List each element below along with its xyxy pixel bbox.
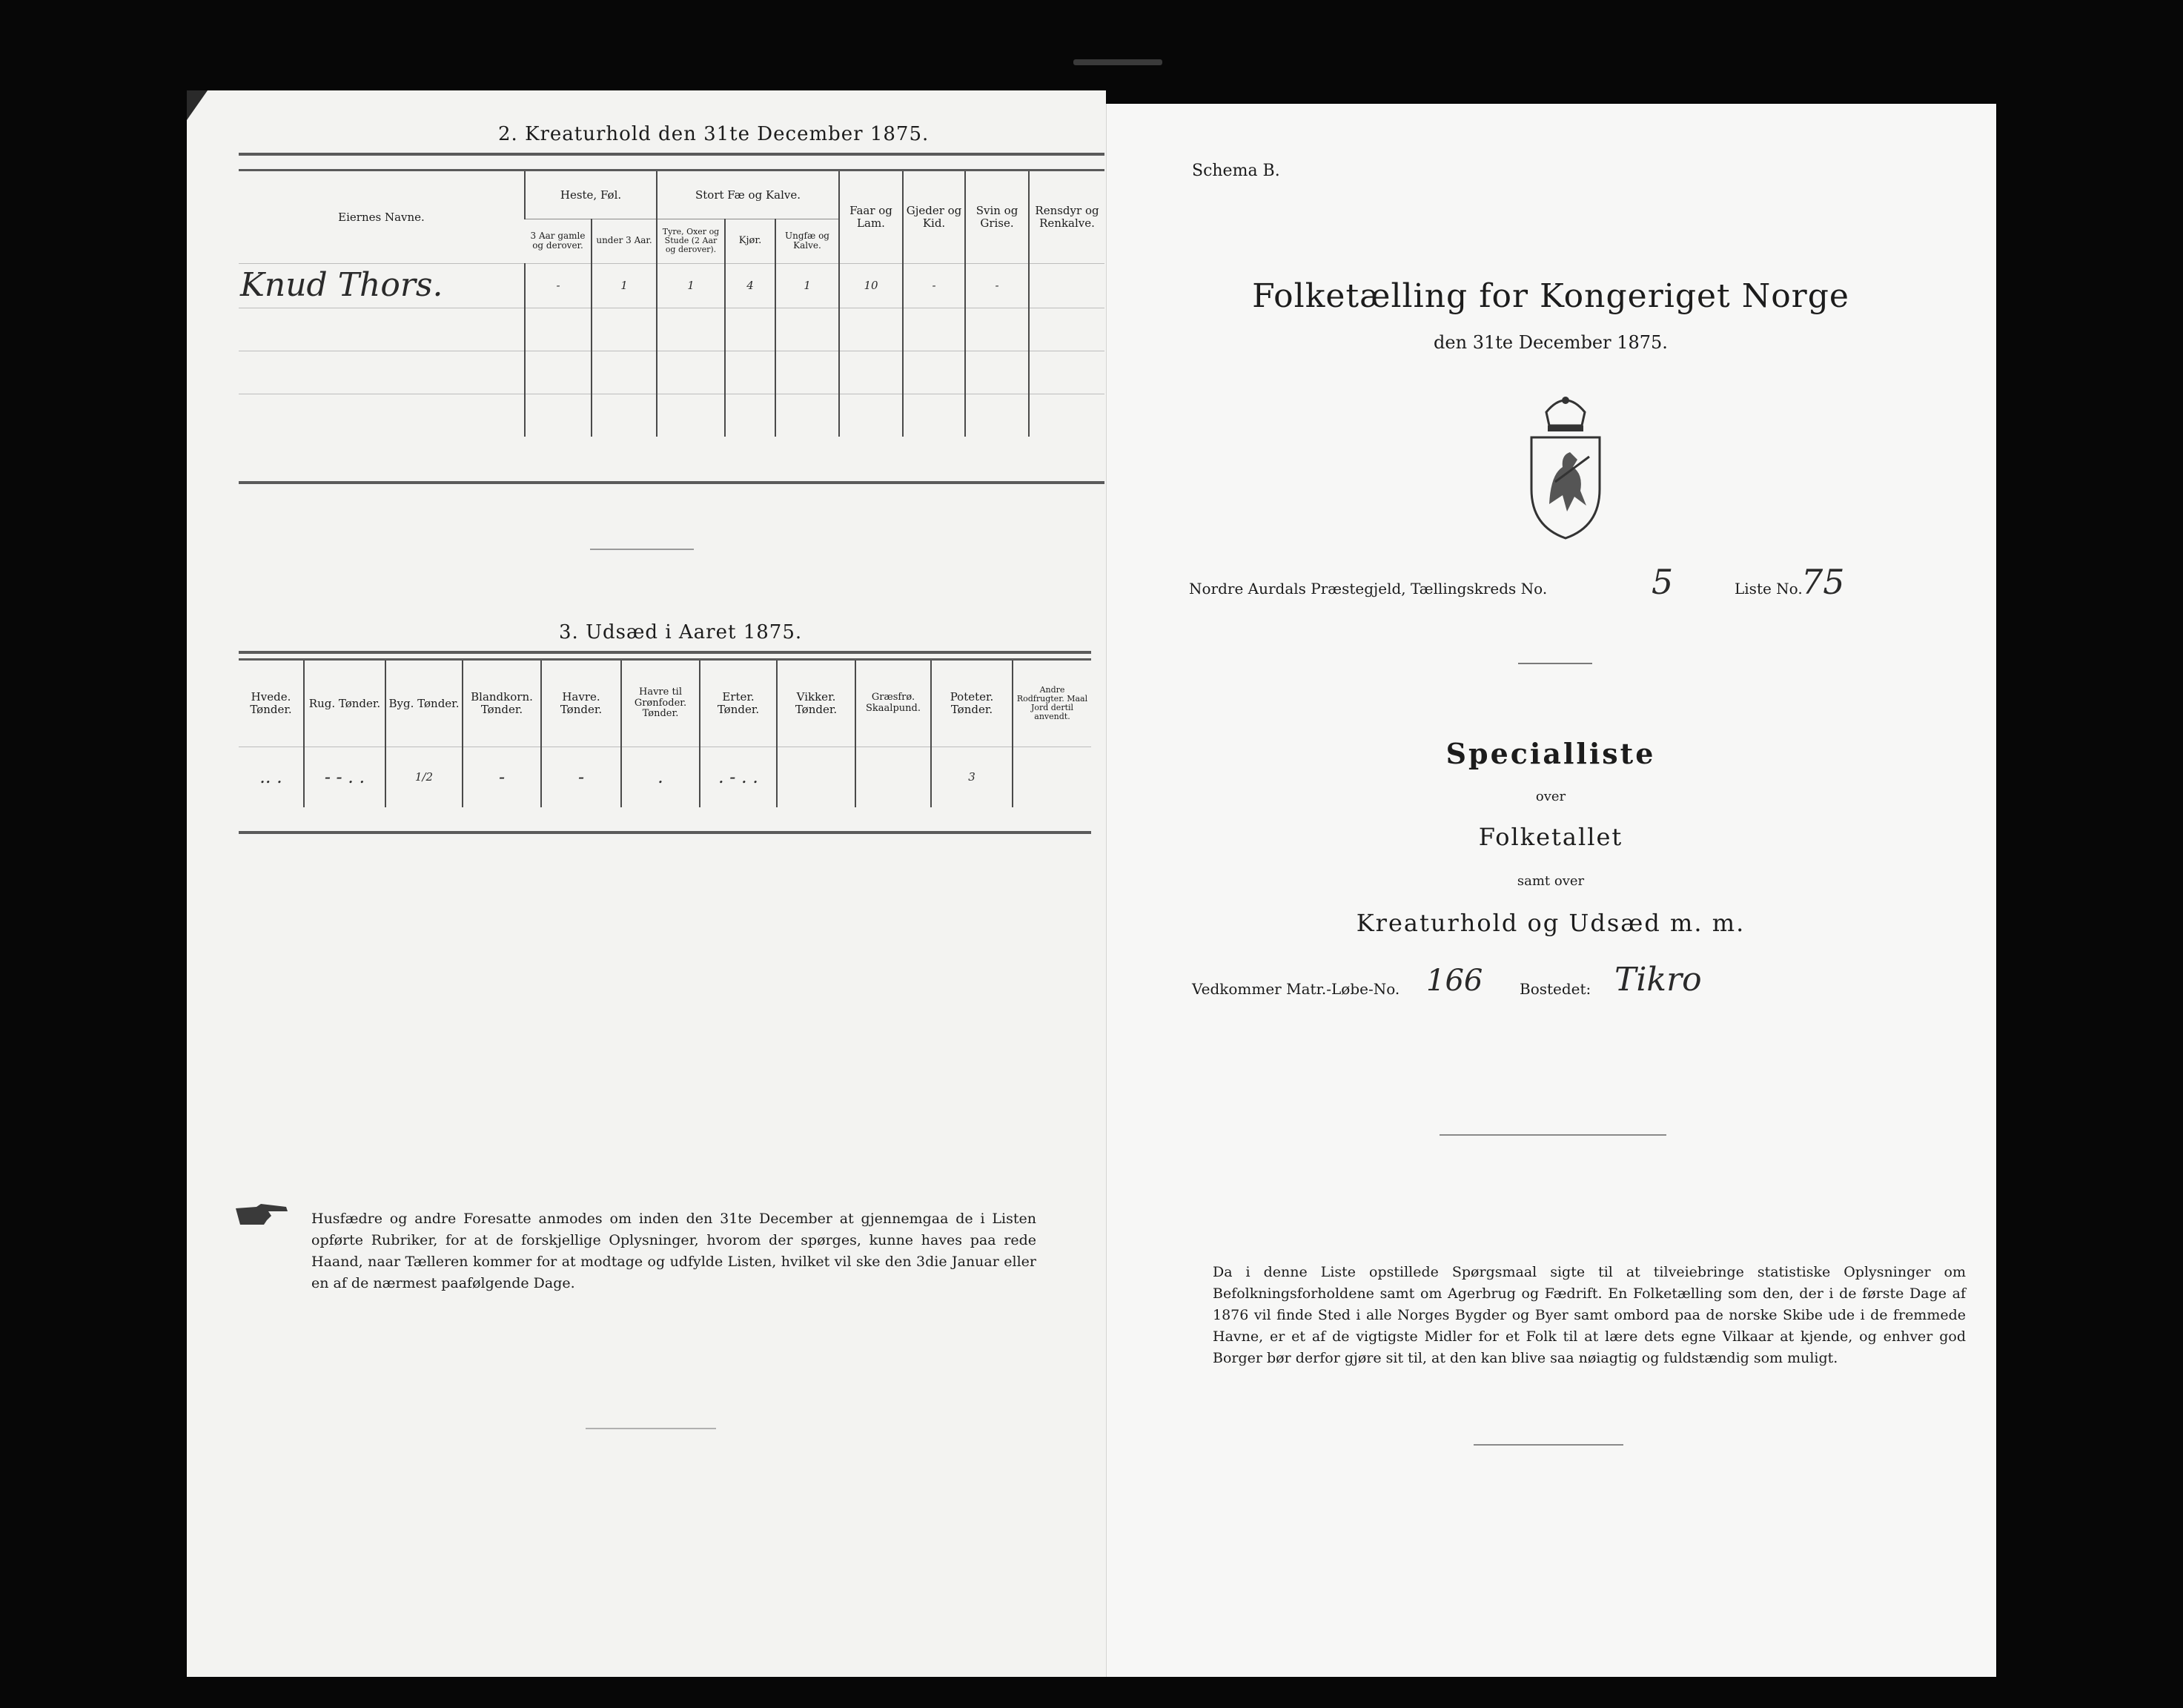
table-cell: . (621, 747, 700, 807)
table-cell (1013, 747, 1091, 807)
table-cell: 1 (657, 263, 725, 308)
table-cell: 1 (592, 263, 657, 308)
table-cell: 1 (775, 263, 839, 308)
col-vikker: Vikker. Tønder. (777, 661, 855, 747)
col-andre-rodfrugter: Andre Rodfrugter. Maal Jord dertil anvendt. (1013, 661, 1091, 747)
col-graesfro: Græsfrø. Skaalpund. (855, 661, 931, 747)
header-heste-young: under 3 Aar. (592, 219, 657, 263)
col-hvede: Hvede. Tønder. (250, 690, 292, 716)
matr-number: 166 (1426, 964, 1483, 998)
scan-mark (1073, 59, 1162, 65)
col-rug: Rug. Tønder. (304, 661, 385, 747)
samt-over-label: samt over (1517, 873, 1585, 889)
header-heste-old: 3 Aar gamle og derover. (525, 219, 592, 263)
table-cell (855, 747, 931, 807)
section2-title: 2. Kreaturhold den 31te December 1875. (498, 123, 930, 145)
district-label: Nordre Aurdals Præstegjeld, Tællingskreds No. (1189, 580, 1548, 598)
col-erter: Erter. Tønder. (700, 661, 777, 747)
divider-line (1518, 663, 1592, 664)
table2-top-rule (239, 651, 1091, 654)
folketallet-heading: Folketallet (1478, 823, 1623, 851)
table-row (239, 263, 1104, 308)
col-havre: Havre. Tønder. (541, 661, 621, 747)
info-text: Da i denne Liste opstillede Spørgsmaal sigte til at tilveiebringe statistiske Oplysninger om Befolkningsforholdene samt om Agerbrug og Fædrift. En Folketælling som den, der i de første Dage af 1876 vil finde Sted i alle Norges Bygder og Byer samt ombord paa de norske Skibe ude i de fremmede Havne, er et af de vigtigste Midler for et Folk til at lære dets egne Vilkaar at kjende, og enhver god Borger bør derfor gjøre sit til, at den kan blive saa nøiagtig og fuldstændig som muligt. (1213, 1264, 1966, 1366)
livestock-table (239, 171, 1104, 437)
notice-text: Husfædre og andre Foresatte anmodes om inden den 31te December at gjennemgaa de i Listen opførte Rubriker, for at de forskjellige Oplysninger, hvorom der spørges, kunne haves paa rede Haand, naar Tælleren kommer for at modtage og udfylde Listen, hvilket vil ske den 3die Januar eller en af de nærmest paafølgende Dage. (311, 1211, 1036, 1291)
table-cell: 10 (839, 263, 903, 308)
table-cell: - (525, 263, 592, 308)
header-svin: Svin og Grise. (965, 171, 1029, 263)
header-gjeder: Gjeder og Kid. (903, 171, 965, 263)
over-label: over (1535, 789, 1566, 804)
col-poteter: Poteter. Tønder. (931, 661, 1013, 747)
table-cell: - (541, 747, 621, 807)
table1-top-rule (239, 153, 1104, 156)
divider-line (1474, 1444, 1623, 1446)
table1-bottom-rule (239, 481, 1104, 484)
table-cell: - - . . (304, 747, 385, 807)
table-cell: - (965, 263, 1029, 308)
header-ungfae: Ungfæ og Kalve. (775, 219, 839, 263)
header-storfe: Stort Fæ og Kalve. (657, 171, 839, 219)
owner-name: Knud Thors. (239, 263, 525, 308)
table-cell: .. . (239, 747, 304, 807)
divider-line (586, 1428, 716, 1429)
table-row (239, 747, 1091, 807)
bostedet-label: Bostedet: (1520, 980, 1591, 998)
header-heste: Heste, Føl. (525, 171, 657, 219)
col-byg: Byg. Tønder. (385, 661, 463, 747)
table-cell (777, 747, 855, 807)
schema-label: Schema B. (1192, 162, 1280, 180)
table-cell: - (463, 747, 541, 807)
norwegian-coat-of-arms-icon (1521, 393, 1610, 541)
header-faar: Faar og Lam. (839, 171, 903, 263)
matr-label: Vedkommer Matr.-Løbe-No. (1192, 980, 1400, 998)
table2-bottom-rule (239, 831, 1091, 834)
section3-title: 3. Udsæd i Aaret 1875. (559, 621, 803, 643)
specialliste-heading: Specialliste (1445, 737, 1656, 770)
main-title: Folketælling for Kongeriget Norge (1252, 277, 1849, 315)
kreaturhold-heading: Kreaturhold og Udsæd m. m. (1356, 909, 1746, 937)
census-date: den 31te December 1875. (1434, 332, 1668, 353)
table-cell: 4 (725, 263, 775, 308)
bostedet-value: Tikro (1614, 961, 1702, 999)
col-havre-gronfoder: Havre til Grønfoder. Tønder. (621, 661, 700, 747)
header-kjor: Kjør. (725, 219, 775, 263)
pointing-hand-icon (234, 1202, 289, 1226)
liste-number: 75 (1801, 562, 1845, 602)
header-owner: Eiernes Navne. (338, 210, 425, 224)
liste-label: Liste No. (1735, 580, 1803, 598)
table-cell: 3 (931, 747, 1013, 807)
sowing-table (239, 661, 1091, 807)
page-corner (187, 90, 208, 120)
table-cell: . - . . (700, 747, 777, 807)
table-cell: - (903, 263, 965, 308)
district-number: 5 (1652, 562, 1674, 602)
table-cell (1029, 263, 1104, 308)
divider-line (1440, 1134, 1666, 1136)
col-blandkorn: Blandkorn. Tønder. (463, 661, 541, 747)
header-tyre: Tyre, Oxer og Stude (2 Aar og derover). (657, 219, 725, 263)
divider-line (590, 549, 694, 550)
table-cell: 1/2 (385, 747, 463, 807)
header-rensdyr: Rensdyr og Renkalve. (1029, 171, 1104, 263)
